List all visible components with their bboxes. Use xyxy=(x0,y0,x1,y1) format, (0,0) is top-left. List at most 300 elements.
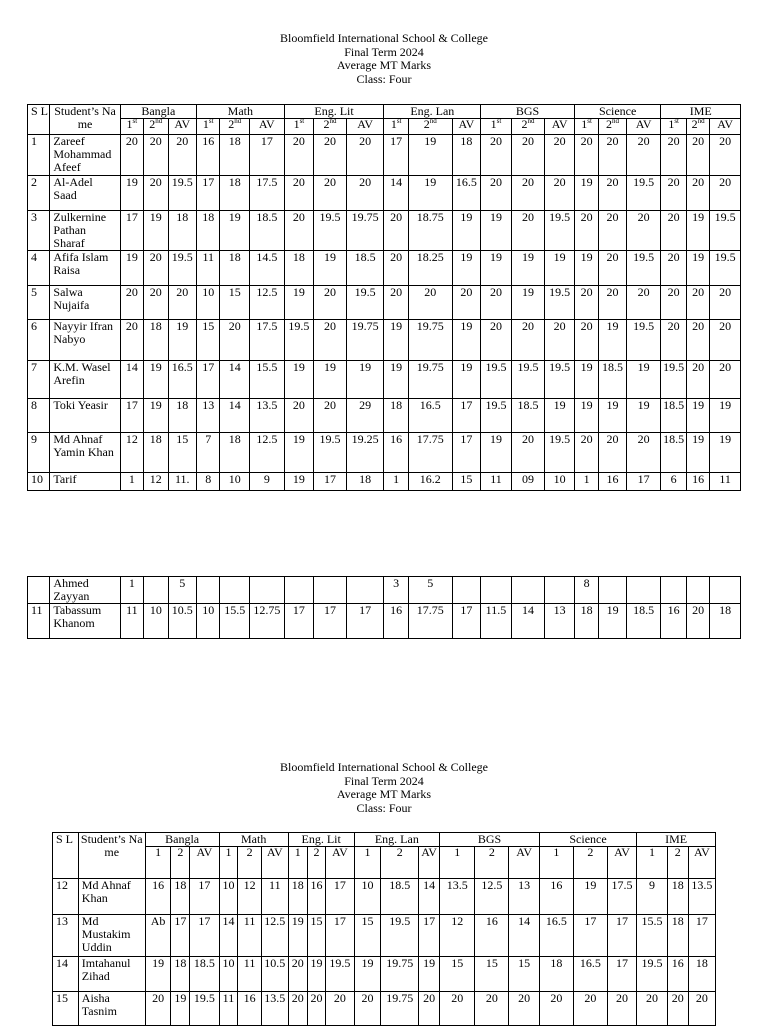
first-test-header xyxy=(574,119,598,135)
mark-cell: 20 xyxy=(661,176,686,211)
mark-cell xyxy=(144,577,168,604)
mark-cell: 20 xyxy=(384,286,408,320)
serial-cell: 3 xyxy=(28,211,50,251)
average-cell: 17 xyxy=(607,957,636,992)
average-cell: 19 xyxy=(545,399,575,433)
mark-cell: 20 xyxy=(574,433,598,473)
mark-cell: 18 xyxy=(171,879,190,915)
mark-cell: 17.75 xyxy=(408,604,452,639)
subject-header: Math xyxy=(197,105,285,119)
mark-cell: 19 xyxy=(408,176,452,211)
mark-cell: 12 xyxy=(440,915,475,957)
mark-cell: 20 xyxy=(539,992,573,1026)
average-cell: 19.5 xyxy=(346,286,384,320)
average-cell xyxy=(626,577,661,604)
mark-cell: 16 xyxy=(307,879,326,915)
term-title: Final Term 2024 xyxy=(344,44,424,59)
student-row xyxy=(28,251,741,286)
average-cell: 19.5 xyxy=(626,320,661,361)
average-header: AV xyxy=(509,847,540,879)
average-cell: 20 xyxy=(710,361,741,399)
ordinal-suffix: nd xyxy=(329,118,337,125)
average-cell: 18 xyxy=(688,957,715,992)
mark-cell: 15.5 xyxy=(220,604,250,639)
mark-cell xyxy=(220,577,250,604)
mark-cell: 1 xyxy=(120,577,143,604)
average-cell: 20 xyxy=(626,135,661,176)
mark-cell: 17 xyxy=(197,361,220,399)
student-name-cell: Nayyir Ifran Nabyo xyxy=(50,320,120,361)
test-number: 1 xyxy=(126,118,133,131)
student-name-cell: Ahmed Zayyan xyxy=(50,577,120,604)
average-cell: 19.5 xyxy=(626,251,661,286)
mark-cell: 19 xyxy=(384,320,408,361)
average-header: AV xyxy=(626,119,661,135)
second-test-header: 2 xyxy=(171,847,190,879)
mark-cell: 20 xyxy=(384,251,408,286)
student-row xyxy=(28,399,741,433)
serial-cell xyxy=(28,577,50,604)
mark-cell: 15 xyxy=(354,915,381,957)
mark-cell: 19.75 xyxy=(408,361,452,399)
mark-cell: 19 xyxy=(481,433,512,473)
mark-cell: 16 xyxy=(599,473,626,491)
average-cell: 19.5 xyxy=(545,211,575,251)
mark-cell: 12 xyxy=(238,879,261,915)
student-row xyxy=(28,473,741,491)
average-cell: 20 xyxy=(607,992,636,1026)
mark-cell: 17 xyxy=(120,399,143,433)
average-cell: 12.5 xyxy=(250,433,285,473)
mark-cell: 20 xyxy=(686,176,709,211)
student-name-cell: K.M. Wasel Arefin xyxy=(50,361,120,399)
average-cell: 17 xyxy=(346,604,384,639)
mark-cell: 13.5 xyxy=(440,879,475,915)
average-cell: 19.5 xyxy=(545,433,575,473)
serial-cell: 1 xyxy=(28,135,50,176)
mark-cell: 16 xyxy=(686,473,709,491)
average-header: AV xyxy=(688,847,715,879)
average-cell: 15 xyxy=(168,433,197,473)
average-cell: 19 xyxy=(626,399,661,433)
average-header: AV xyxy=(261,847,288,879)
ordinal-suffix: st xyxy=(674,118,679,125)
mark-cell: 10 xyxy=(219,879,238,915)
mark-cell: 19.5 xyxy=(481,361,512,399)
mark-cell: 19 xyxy=(599,320,626,361)
mark-cell: 19 xyxy=(574,251,598,286)
mark-cell: 5 xyxy=(408,577,452,604)
mark-cell: 19 xyxy=(314,361,347,399)
average-cell: 17 xyxy=(688,915,715,957)
mark-cell: 16.2 xyxy=(408,473,452,491)
mark-cell xyxy=(284,577,314,604)
mark-cell: 19 xyxy=(354,957,381,992)
mark-cell: 11 xyxy=(120,604,143,639)
mark-cell: 19.5 xyxy=(314,211,347,251)
subject-header: Eng. Lit xyxy=(288,833,354,847)
subject-header: Eng. Lit xyxy=(284,105,384,119)
mark-cell: 19 xyxy=(511,286,545,320)
ordinal-suffix: nd xyxy=(527,118,535,125)
average-cell: 19 xyxy=(168,320,197,361)
student-row xyxy=(28,604,741,639)
mark-cell: 20 xyxy=(220,320,250,361)
mark-cell: 19 xyxy=(284,433,314,473)
average-cell: 16.5 xyxy=(452,176,481,211)
ordinal-suffix: st xyxy=(396,118,402,125)
mark-cell: 11.5 xyxy=(481,604,512,639)
mark-cell: 20 xyxy=(599,286,626,320)
mark-cell: 18.75 xyxy=(408,211,452,251)
serial-cell: 2 xyxy=(28,176,50,211)
average-cell: 12.5 xyxy=(250,286,285,320)
student-row xyxy=(28,211,741,251)
student-row xyxy=(53,957,716,992)
average-cell: 20 xyxy=(710,286,741,320)
mark-cell: 19 xyxy=(481,251,512,286)
mark-cell: 18.5 xyxy=(661,399,686,433)
average-cell: 19 xyxy=(419,957,440,992)
mark-cell: 20 xyxy=(120,286,143,320)
student-row xyxy=(53,879,716,915)
mark-cell: 19 xyxy=(145,957,171,992)
second-test-header xyxy=(511,119,545,135)
average-cell: 13.5 xyxy=(261,992,288,1026)
mark-cell: 12 xyxy=(120,433,143,473)
mark-cell: 14 xyxy=(220,361,250,399)
test-number: 2 xyxy=(606,118,613,131)
first-test-header: 1 xyxy=(288,847,307,879)
average-cell: 13 xyxy=(545,604,575,639)
mark-cell: 20 xyxy=(686,135,709,176)
second-test-header: 2 xyxy=(307,847,326,879)
mark-cell: 20 xyxy=(144,251,168,286)
student-name-cell: Toki Yeasir xyxy=(50,399,120,433)
average-cell: 10.5 xyxy=(168,604,197,639)
serial-cell: 8 xyxy=(28,399,50,433)
average-header: AV xyxy=(326,847,354,879)
average-cell: 20 xyxy=(326,992,354,1026)
serial-header: S L xyxy=(28,105,50,135)
mark-cell: 18 xyxy=(384,399,408,433)
mark-cell: 8 xyxy=(574,577,598,604)
second-test-header: 2 xyxy=(573,847,607,879)
serial-header: S L xyxy=(53,833,79,879)
mark-cell: 18 xyxy=(539,957,573,992)
mark-cell: 20 xyxy=(573,992,607,1026)
second-test-header xyxy=(220,119,250,135)
mark-cell: 16.5 xyxy=(539,915,573,957)
test-number: 1 xyxy=(490,118,497,131)
average-cell: 19 xyxy=(452,361,481,399)
mark-cell: 18 xyxy=(574,604,598,639)
mark-cell: 18.25 xyxy=(408,251,452,286)
mark-cell: Ab xyxy=(145,915,171,957)
student-name-cell: Imtahanul Zihad xyxy=(78,957,145,992)
ordinal-suffix: nd xyxy=(234,118,242,125)
mark-cell: 3 xyxy=(384,577,408,604)
mark-cell: 20 xyxy=(599,433,626,473)
mark-cell: 11 xyxy=(238,915,261,957)
average-header: AV xyxy=(419,847,440,879)
mark-cell: 17 xyxy=(284,604,314,639)
average-cell: 19 xyxy=(452,320,481,361)
mark-cell: 20 xyxy=(314,399,347,433)
mark-cell: 17 xyxy=(314,604,347,639)
average-cell: 17 xyxy=(626,473,661,491)
mark-cell: 18.5 xyxy=(511,399,545,433)
average-cell xyxy=(250,577,285,604)
mark-cell: 17 xyxy=(573,915,607,957)
average-cell: 9 xyxy=(250,473,285,491)
mark-cell: 18 xyxy=(284,251,314,286)
first-test-header xyxy=(661,119,686,135)
average-header: AV xyxy=(168,119,197,135)
mark-cell: 20 xyxy=(475,992,509,1026)
mark-cell: 17 xyxy=(171,915,190,957)
mark-cell: 10 xyxy=(144,604,168,639)
test-number: 2 xyxy=(228,118,235,131)
mark-cell: 20 xyxy=(511,211,545,251)
average-cell: 11. xyxy=(168,473,197,491)
mark-cell: 20 xyxy=(307,992,326,1026)
mark-cell: 20 xyxy=(284,211,314,251)
mark-cell: 18 xyxy=(220,135,250,176)
mark-cell: 20 xyxy=(145,992,171,1026)
mark-cell: 20 xyxy=(284,176,314,211)
average-cell: 20 xyxy=(168,286,197,320)
mark-cell: 20 xyxy=(384,211,408,251)
header-row xyxy=(53,833,716,847)
report-header-2 xyxy=(0,761,768,815)
mark-cell: 13 xyxy=(197,399,220,433)
mark-cell xyxy=(481,577,512,604)
mark-cell: 19.75 xyxy=(408,320,452,361)
mark-cell: 11 xyxy=(197,251,220,286)
ordinal-suffix: nd xyxy=(155,118,163,125)
average-cell: 20 xyxy=(452,286,481,320)
mark-cell: 19 xyxy=(314,251,347,286)
serial-cell: 15 xyxy=(53,992,79,1026)
average-header: AV xyxy=(346,119,384,135)
test-number: 2 xyxy=(323,118,330,131)
mark-cell xyxy=(314,577,347,604)
mark-cell: 20 xyxy=(686,604,709,639)
student-name-cell: Md Ahnaf Khan xyxy=(78,879,145,915)
average-cell: 19.25 xyxy=(346,433,384,473)
average-cell: 15 xyxy=(509,957,540,992)
student-name-cell: Salwa Nujaifa xyxy=(50,286,120,320)
average-header: AV xyxy=(190,847,219,879)
mark-cell: 20 xyxy=(511,320,545,361)
first-test-header xyxy=(197,119,220,135)
report-subtitle: Average MT Marks xyxy=(336,787,432,801)
mark-cell: 20 xyxy=(574,135,598,176)
average-cell: 20 xyxy=(168,135,197,176)
mark-cell: 14 xyxy=(384,176,408,211)
average-cell: 18.5 xyxy=(250,211,285,251)
mark-cell: 10 xyxy=(197,286,220,320)
mark-cell: 19 xyxy=(599,399,626,433)
mark-cell: 20 xyxy=(120,320,143,361)
mark-cell: 19 xyxy=(599,604,627,639)
mark-cell: 14 xyxy=(220,399,250,433)
student-name-cell: Al-Adel Saad xyxy=(50,176,120,211)
mark-cell: 11 xyxy=(219,992,238,1026)
serial-cell: 4 xyxy=(28,251,50,286)
average-cell: 14 xyxy=(419,879,440,915)
test-number: 2 xyxy=(691,118,698,131)
marks-table-3 xyxy=(52,832,716,1026)
second-test-header xyxy=(599,119,626,135)
mark-cell: 1 xyxy=(384,473,408,491)
mark-cell: 18 xyxy=(220,176,250,211)
average-cell: 5 xyxy=(168,577,197,604)
average-header: AV xyxy=(607,847,636,879)
average-cell: 13.5 xyxy=(250,399,285,433)
mark-cell: 20 xyxy=(481,135,512,176)
mark-cell: 18 xyxy=(667,915,688,957)
report-header-1 xyxy=(0,32,768,86)
mark-cell: 20 xyxy=(511,135,545,176)
average-cell: 17 xyxy=(190,879,219,915)
second-test-header: 2 xyxy=(238,847,261,879)
mark-cell: 20 xyxy=(440,992,475,1026)
student-name-cell: Zulkernine Pathan Sharaf xyxy=(50,211,120,251)
mark-cell: 20 xyxy=(314,176,347,211)
mark-cell: 16 xyxy=(384,604,408,639)
mark-cell: 19 xyxy=(144,361,168,399)
mark-cell: 19 xyxy=(481,211,512,251)
mark-cell: 19.75 xyxy=(381,957,419,992)
school-name: Bloomfield International School & College xyxy=(280,760,488,774)
mark-cell xyxy=(197,577,220,604)
ordinal-suffix: st xyxy=(132,118,138,125)
subject-header: Eng. Lan xyxy=(384,105,481,119)
mark-cell: 20 xyxy=(144,176,168,211)
mark-cell: 20 xyxy=(661,251,686,286)
mark-cell: 14 xyxy=(120,361,143,399)
mark-cell: 12.5 xyxy=(475,879,509,915)
mark-cell: 09 xyxy=(511,473,545,491)
average-cell: 19.5 xyxy=(168,176,197,211)
mark-cell: 19.5 xyxy=(381,915,419,957)
mark-cell: 6 xyxy=(661,473,686,491)
subject-header: Science xyxy=(574,105,661,119)
average-cell: 14 xyxy=(509,915,540,957)
average-cell: 15.5 xyxy=(250,361,285,399)
mark-cell: 19 xyxy=(307,957,326,992)
mark-cell: 19 xyxy=(686,399,709,433)
average-cell: 20 xyxy=(419,992,440,1026)
mark-cell: 15 xyxy=(307,915,326,957)
mark-cell: 20 xyxy=(511,433,545,473)
serial-cell: 13 xyxy=(53,915,79,957)
average-header: AV xyxy=(710,119,741,135)
mark-cell: 17 xyxy=(314,473,347,491)
mark-cell: 20 xyxy=(481,320,512,361)
average-cell: 19 xyxy=(545,251,575,286)
average-cell: 20 xyxy=(626,433,661,473)
student-row xyxy=(28,176,741,211)
average-cell: 20 xyxy=(710,176,741,211)
mark-cell: 20 xyxy=(637,992,668,1026)
first-test-header: 1 xyxy=(145,847,171,879)
average-cell: 19.5 xyxy=(168,251,197,286)
average-cell: 17.5 xyxy=(250,176,285,211)
header-row xyxy=(28,105,741,119)
test-number: 2 xyxy=(423,118,430,131)
serial-cell: 6 xyxy=(28,320,50,361)
mark-cell: 17 xyxy=(197,176,220,211)
first-test-header xyxy=(284,119,314,135)
mark-cell: 19 xyxy=(284,286,314,320)
average-cell: 11 xyxy=(261,879,288,915)
mark-cell: 16 xyxy=(238,992,261,1026)
mark-cell: 20 xyxy=(686,320,709,361)
mark-cell: 20 xyxy=(574,320,598,361)
mark-cell: 15 xyxy=(197,320,220,361)
class-label: Class: Four xyxy=(356,71,412,86)
mark-cell: 16 xyxy=(539,879,573,915)
student-row xyxy=(28,135,741,176)
average-cell: 19 xyxy=(710,433,741,473)
average-cell: 17 xyxy=(452,604,481,639)
mark-cell: 20 xyxy=(314,286,347,320)
student-row xyxy=(28,577,741,604)
student-name-cell: Md Ahnaf Yamin Khan xyxy=(50,433,120,473)
first-test-header: 1 xyxy=(440,847,475,879)
mark-cell: 20 xyxy=(661,286,686,320)
mark-cell: 18 xyxy=(220,251,250,286)
mark-cell: 8 xyxy=(197,473,220,491)
mark-cell xyxy=(511,577,545,604)
student-row xyxy=(53,992,716,1026)
average-cell: 19 xyxy=(346,361,384,399)
serial-cell: 10 xyxy=(28,473,50,491)
average-cell: 17 xyxy=(190,915,219,957)
average-cell: 19 xyxy=(452,211,481,251)
mark-cell: 16 xyxy=(197,135,220,176)
mark-cell: 18.5 xyxy=(661,433,686,473)
mark-cell: 12 xyxy=(144,473,168,491)
first-test-header: 1 xyxy=(354,847,381,879)
average-cell: 17 xyxy=(326,915,354,957)
mark-cell: 18 xyxy=(220,433,250,473)
mark-cell: 20 xyxy=(314,320,347,361)
average-cell: 20 xyxy=(545,135,575,176)
average-cell: 17 xyxy=(250,135,285,176)
mark-cell: 10 xyxy=(197,604,220,639)
average-cell: 19.5 xyxy=(710,251,741,286)
mark-cell: 20 xyxy=(686,361,709,399)
average-cell: 19 xyxy=(710,399,741,433)
average-cell: 17 xyxy=(452,399,481,433)
first-test-header: 1 xyxy=(637,847,668,879)
mark-cell: 19 xyxy=(511,251,545,286)
second-test-header: 2 xyxy=(475,847,509,879)
average-cell xyxy=(452,577,481,604)
test-number: 1 xyxy=(581,118,588,131)
mark-cell: 1 xyxy=(574,473,598,491)
mark-cell: 20 xyxy=(686,286,709,320)
test-number: 1 xyxy=(293,118,300,131)
mark-cell: 14 xyxy=(219,915,238,957)
mark-cell: 14 xyxy=(511,604,545,639)
mark-cell: 19.5 xyxy=(284,320,314,361)
mark-cell: 20 xyxy=(661,135,686,176)
